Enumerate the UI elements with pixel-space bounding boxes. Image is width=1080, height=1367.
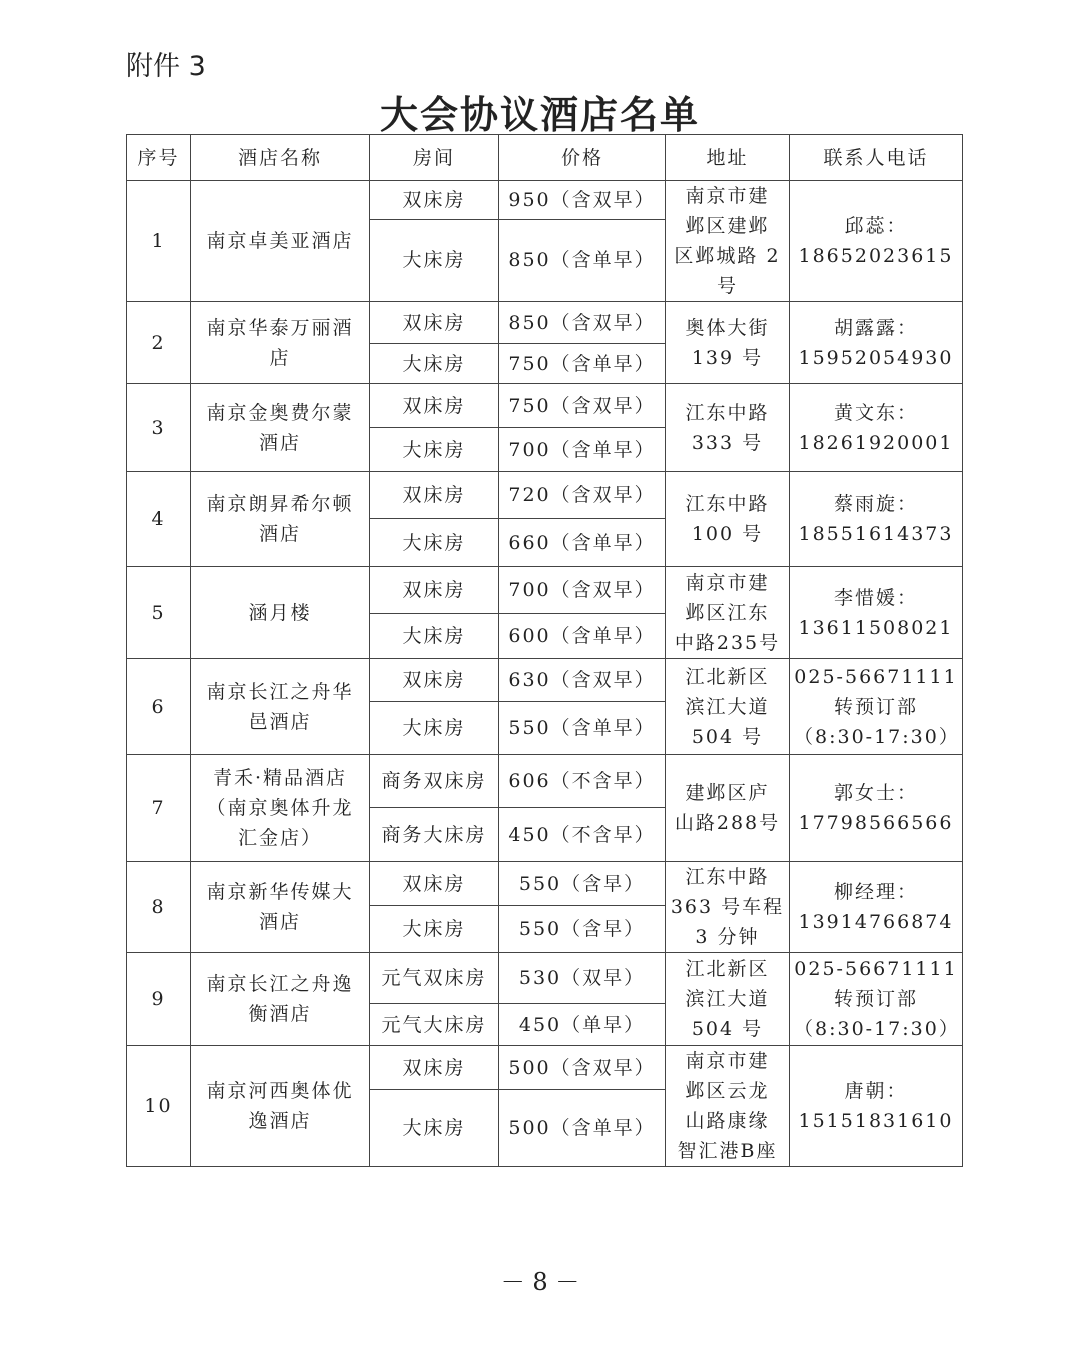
hotel-address: 建邺区庐 山路288号	[666, 755, 790, 862]
room-price: 660（含单早）	[499, 519, 666, 567]
hotel-number: 8	[127, 862, 191, 953]
hotel-number: 7	[127, 755, 191, 862]
room-price: 500（含双早）	[499, 1046, 666, 1090]
room-price: 450（单早）	[499, 1004, 666, 1046]
table-row	[127, 1046, 963, 1090]
page-number: － 8 －	[500, 1268, 580, 1296]
room-price: 630（含双早）	[499, 659, 666, 702]
room-price: 750（含单早）	[499, 344, 666, 384]
hotel-number: 4	[127, 472, 191, 567]
hotel-number: 3	[127, 384, 191, 472]
table-row	[127, 567, 963, 614]
room-type: 元气大床房	[370, 1004, 499, 1046]
hotel-address: 江东中路 100 号	[666, 472, 790, 567]
room-type: 双床房	[370, 181, 499, 220]
room-type: 元气双床房	[370, 953, 499, 1004]
hotel-contact: 胡露露： 15952054930	[790, 302, 963, 384]
header-no: 序号	[127, 135, 191, 181]
hotel-name: 南京华泰万丽酒 店	[191, 302, 370, 384]
hotel-contact: 邱蕊： 18652023615	[790, 181, 963, 302]
table-row	[127, 302, 963, 344]
room-type: 双床房	[370, 1046, 499, 1090]
room-type: 商务大床房	[370, 808, 499, 862]
table-row	[127, 953, 963, 1004]
hotel-name: 南京朗昇希尔顿 酒店	[191, 472, 370, 567]
hotel-number: 9	[127, 953, 191, 1046]
hotel-address: 南京市建 邺区云龙 山路康缘 智汇港B座	[666, 1046, 790, 1167]
hotel-contact: 025-56671111 转预订部 （8:30-17:30）	[790, 659, 963, 755]
room-type: 大床房	[370, 702, 499, 755]
hotel-contact: 柳经理： 13914766874	[790, 862, 963, 953]
room-price: 700（含双早）	[499, 567, 666, 614]
room-price: 500（含单早）	[499, 1090, 666, 1167]
room-type: 商务双床房	[370, 755, 499, 808]
hotel-address: 江东中路 363 号车程 3 分钟	[666, 862, 790, 953]
hotel-number: 1	[127, 181, 191, 302]
hotel-address: 江东中路 333 号	[666, 384, 790, 472]
room-type: 双床房	[370, 302, 499, 344]
room-price: 450（不含早）	[499, 808, 666, 862]
room-price: 700（含单早）	[499, 428, 666, 472]
hotel-contact: 蔡雨旋： 18551614373	[790, 472, 963, 567]
room-type: 大床房	[370, 344, 499, 384]
room-price: 720（含双早）	[499, 472, 666, 519]
table-row	[127, 659, 963, 702]
table-row	[127, 862, 963, 906]
hotel-name: 涵月楼	[191, 567, 370, 659]
hotel-name: 南京卓美亚酒店	[191, 181, 370, 302]
table-row	[127, 384, 963, 428]
header-contact: 联系人电话	[790, 135, 963, 181]
hotel-number: 5	[127, 567, 191, 659]
hotel-contact: 黄文东： 18261920001	[790, 384, 963, 472]
hotel-name: 南京长江之舟华 邑酒店	[191, 659, 370, 755]
room-type: 双床房	[370, 862, 499, 906]
room-price: 550（含早）	[499, 906, 666, 953]
header-address: 地址	[666, 135, 790, 181]
hotel-contact: 025-56671111 转预订部 （8:30-17:30）	[790, 953, 963, 1046]
hotel-table	[126, 134, 963, 1167]
hotel-number: 10	[127, 1046, 191, 1167]
room-type: 大床房	[370, 219, 499, 301]
hotel-address: 南京市建 邺区江东 中路235号	[666, 567, 790, 659]
room-type: 双床房	[370, 567, 499, 614]
room-price: 750（含双早）	[499, 384, 666, 428]
table-row	[127, 181, 963, 220]
room-type: 大床房	[370, 906, 499, 953]
table-row	[127, 755, 963, 808]
room-price: 530（双早）	[499, 953, 666, 1004]
hotel-name: 南京新华传媒大 酒店	[191, 862, 370, 953]
room-price: 600（含单早）	[499, 614, 666, 659]
room-price: 550（含单早）	[499, 702, 666, 755]
hotel-address: 江北新区 滨江大道 504 号	[666, 659, 790, 755]
table-header-row	[127, 135, 963, 181]
hotel-name: 南京长江之舟逸 衡酒店	[191, 953, 370, 1046]
table-row	[127, 472, 963, 519]
hotel-address: 奥体大街 139 号	[666, 302, 790, 384]
room-type: 大床房	[370, 428, 499, 472]
page-title: 大会协议酒店名单	[379, 93, 700, 137]
room-type: 大床房	[370, 1090, 499, 1167]
room-price: 550（含早）	[499, 862, 666, 906]
hotel-number: 6	[127, 659, 191, 755]
hotel-name: 南京河西奥体优 逸酒店	[191, 1046, 370, 1167]
hotel-address: 江北新区 滨江大道 504 号	[666, 953, 790, 1046]
header-room: 房间	[370, 135, 499, 181]
room-price: 850（含双早）	[499, 302, 666, 344]
room-type: 双床房	[370, 472, 499, 519]
room-price: 950（含双早）	[499, 181, 666, 220]
room-type: 双床房	[370, 659, 499, 702]
header-name: 酒店名称	[191, 135, 370, 181]
room-type: 双床房	[370, 384, 499, 428]
hotel-name: 青禾·精品酒店 （南京奥体升龙 汇金店）	[191, 755, 370, 862]
attachment-label: 附件 3	[126, 51, 206, 82]
room-price: 850（含单早）	[499, 219, 666, 301]
hotel-name: 南京金奥费尔蒙 酒店	[191, 384, 370, 472]
hotel-contact: 唐朝： 15151831610	[790, 1046, 963, 1167]
hotel-number: 2	[127, 302, 191, 384]
room-type: 大床房	[370, 519, 499, 567]
hotel-address: 南京市建 邺区建邺 区邺城路 2 号	[666, 181, 790, 302]
hotel-contact: 郭女士： 17798566566	[790, 755, 963, 862]
header-price: 价格	[499, 135, 666, 181]
room-price: 606（不含早）	[499, 755, 666, 808]
hotel-contact: 李惜媛： 13611508021	[790, 567, 963, 659]
room-type: 大床房	[370, 614, 499, 659]
